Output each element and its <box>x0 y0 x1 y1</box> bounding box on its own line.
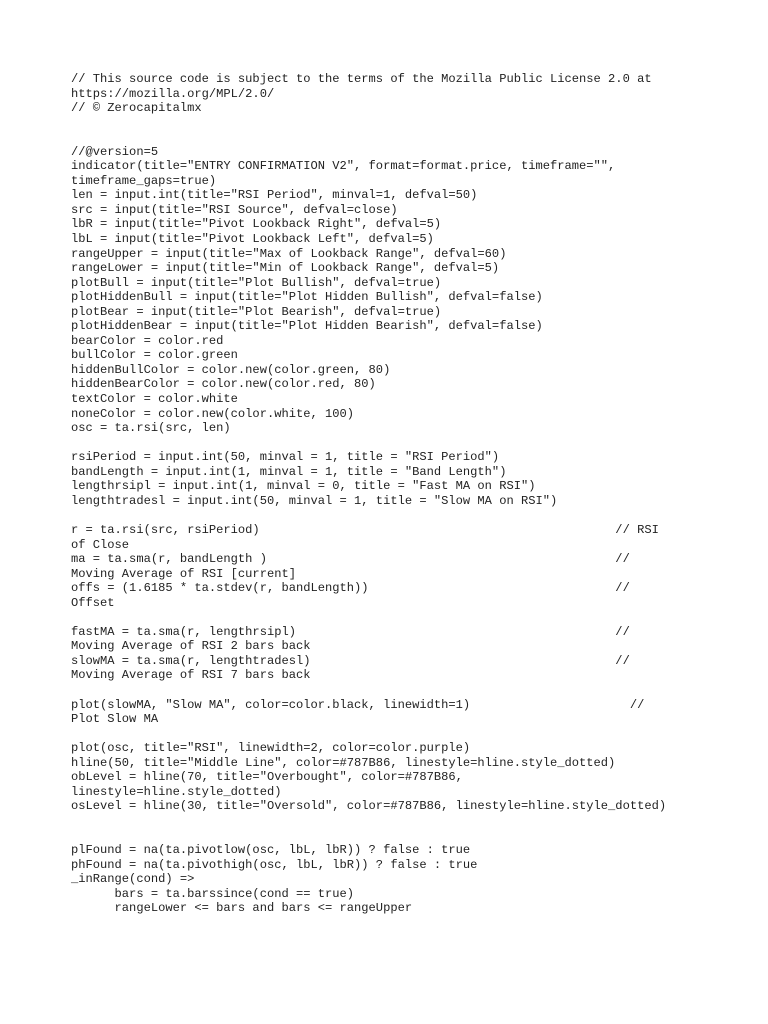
code-line: hline(50, title="Middle Line", color=#787B86, linestyle=hline.style_dotted) <box>71 755 616 770</box>
code-line: noneColor = color.new(color.white, 100) <box>71 406 355 421</box>
code-line: lbL = input(title="Pivot Lookback Left", defval=5) <box>71 232 434 247</box>
code-line <box>71 436 721 451</box>
code-line: rangeUpper = input(title="Max of Lookback Range", defval=60) <box>71 246 507 261</box>
code-line: textColor = color.white <box>71 392 238 407</box>
code-line: timeframe_gaps=true) <box>71 173 217 188</box>
code-line: fastMA = ta.sma(r, lengthrsipl) // <box>71 624 630 639</box>
source-code-block <box>71 72 721 916</box>
code-line: hiddenBullColor = color.new(color.green, 80) <box>71 362 391 377</box>
code-line: Plot Slow MA <box>71 712 159 727</box>
code-line: plotBear = input(title="Plot Bearish", defval=true) <box>71 304 442 319</box>
code-line: bandLength = input.int(1, minval = 1, title = "Band Length") <box>71 464 507 479</box>
code-line: bearColor = color.red <box>71 333 224 348</box>
code-line: //@version=5 <box>71 144 159 159</box>
code-line: _inRange(cond) => <box>71 872 195 887</box>
code-line: Moving Average of RSI 2 bars back <box>71 639 311 654</box>
code-line: rangeLower = input(title="Min of Lookback Range", defval=5) <box>71 261 500 276</box>
code-line: src = input(title="RSI Source", defval=close) <box>71 202 398 217</box>
code-line <box>71 508 721 523</box>
code-line: bullColor = color.green <box>71 348 238 363</box>
code-line: lengthtradesl = input.int(50, minval = 1, title = "Slow MA on RSI") <box>71 493 558 508</box>
code-line: plot(slowMA, "Slow MA", color=color.black, linewidth=1) // <box>71 697 645 712</box>
code-line: ma = ta.sma(r, bandLength ) // <box>71 552 630 567</box>
code-line: of Close <box>71 537 130 552</box>
code-line: linestyle=hline.style_dotted) <box>71 784 282 799</box>
code-line: osLevel = hline(30, title="Oversold", color=#787B86, linestyle=hline.style_dotted) <box>71 799 667 814</box>
code-line: osc = ta.rsi(src, len) <box>71 421 231 436</box>
code-line: // © Zerocapitalmx <box>71 101 202 116</box>
code-line <box>71 727 721 742</box>
code-line: offs = (1.6185 * ta.stdev(r, bandLength)) // <box>71 581 630 596</box>
code-line: rsiPeriod = input.int(50, minval = 1, title = "RSI Period") <box>71 450 500 465</box>
code-line: obLevel = hline(70, title="Overbought", color=#787B86, <box>71 770 463 785</box>
code-line: len = input.int(title="RSI Period", minval=1, defval=50) <box>71 188 478 203</box>
code-line: plFound = na(ta.pivotlow(osc, lbL, lbR)) ? false : true <box>71 842 471 857</box>
code-line: Offset <box>71 595 115 610</box>
code-line: plotBull = input(title="Plot Bullish", defval=true) <box>71 275 442 290</box>
code-line: Moving Average of RSI [current] <box>71 566 296 581</box>
code-line: slowMA = ta.sma(r, lengthtradesl) // <box>71 653 630 668</box>
code-line: indicator(title="ENTRY CONFIRMATION V2", format=format.price, timeframe="", <box>71 159 616 174</box>
code-line: Moving Average of RSI 7 bars back <box>71 668 311 683</box>
code-line: lbR = input(title="Pivot Lookback Right", defval=5) <box>71 217 442 232</box>
code-line: hiddenBearColor = color.new(color.red, 80) <box>71 377 376 392</box>
code-line <box>71 130 721 145</box>
code-line <box>71 814 721 829</box>
code-line: // This source code is subject to the terms of the Mozilla Public License 2.0 at <box>71 72 652 86</box>
code-line: phFound = na(ta.pivothigh(osc, lbL, lbR)) ? false : true <box>71 857 478 872</box>
code-line: bars = ta.barssince(cond == true) <box>71 886 355 901</box>
code-line <box>71 828 721 843</box>
code-line: rangeLower <= bars and bars <= rangeUpper <box>71 901 413 916</box>
code-line: https://mozilla.org/MPL/2.0/ <box>71 86 275 101</box>
code-line: plot(osc, title="RSI", linewidth=2, color=color.purple) <box>71 741 471 756</box>
code-line: lengthrsipl = input.int(1, minval = 0, title = "Fast MA on RSI") <box>71 479 536 494</box>
code-line: plotHiddenBull = input(title="Plot Hidden Bullish", defval=false) <box>71 290 543 305</box>
code-line: r = ta.rsi(src, rsiPeriod) // RSI <box>71 522 659 537</box>
code-line <box>71 683 721 698</box>
code-line: plotHiddenBear = input(title="Plot Hidden Bearish", defval=false) <box>71 319 543 334</box>
code-line <box>71 610 721 625</box>
code-line <box>71 116 721 131</box>
